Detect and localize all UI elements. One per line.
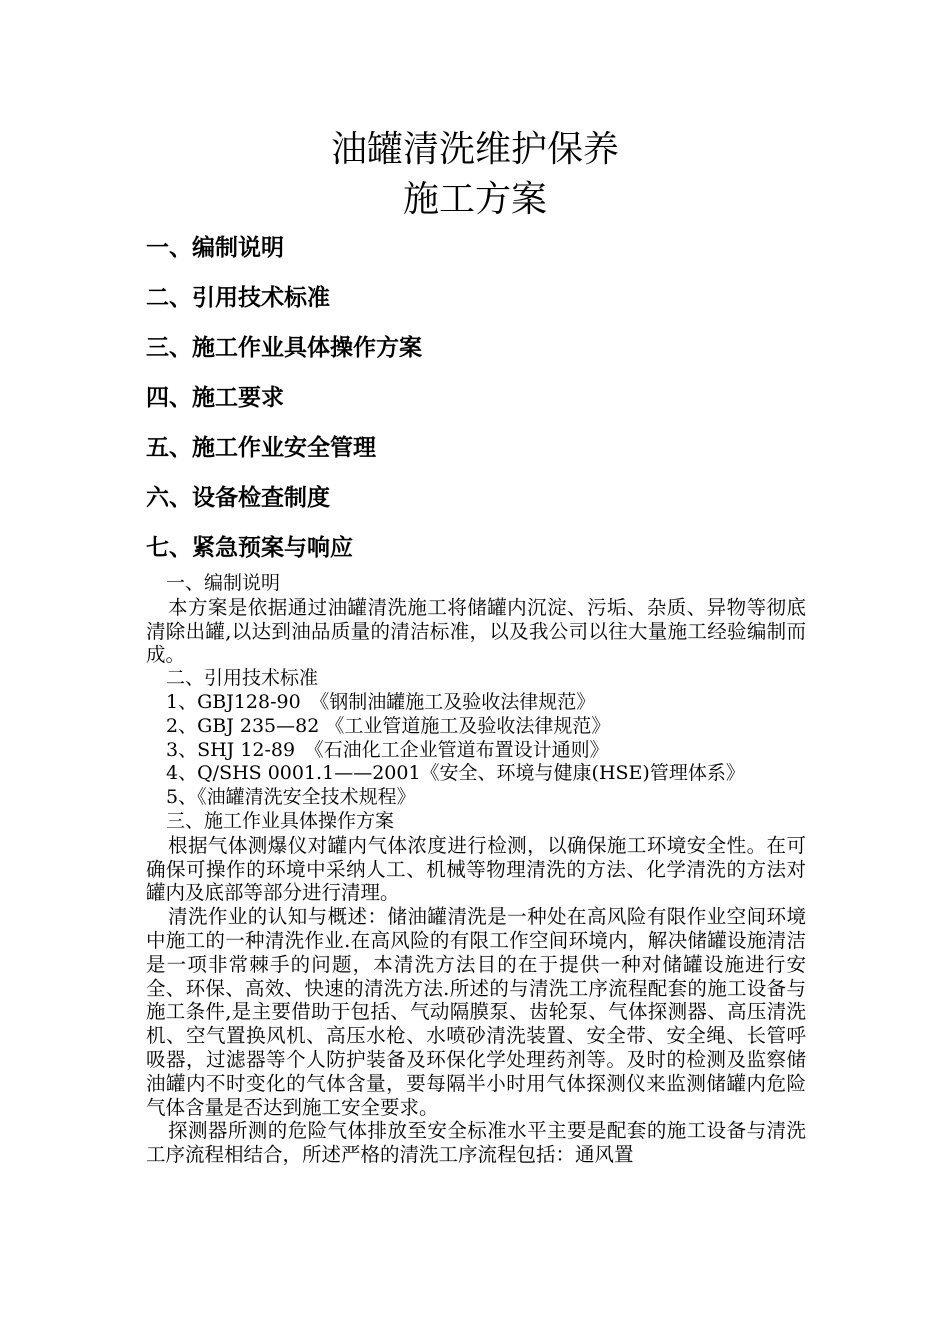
standard-item: 1、GBJ128-90 《钢制油罐施工及验收法律规范》 bbox=[166, 690, 596, 713]
toc-item-1: 一、编制说明 bbox=[146, 235, 284, 261]
section-heading: 三、施工作业具体操作方案 bbox=[166, 809, 395, 832]
section-heading: 二、引用技术标准 bbox=[166, 667, 319, 690]
section-heading: 一、编制说明 bbox=[166, 572, 281, 594]
document-body bbox=[146, 572, 806, 1167]
paragraph: 探测器所测的危险气体排放至安全标准水平主要是配套的施工设备与清洗工序流程相结合，所述严格的清洗工序流程包括：通风置 bbox=[146, 1119, 806, 1167]
standard-item: 5、《油罐清洗安全技术规程》 bbox=[166, 786, 416, 809]
toc-item-2: 二、引用技术标准 bbox=[146, 285, 330, 311]
standard-item: 2、GBJ 235—82 《工业管道施工及验收法律规范》 bbox=[166, 714, 611, 737]
standard-item: 4、Q/SHS 0001.1——2001《安全、环境与健康(HSE)管理体系》 bbox=[166, 762, 745, 785]
toc-item-7: 七、紧急预案与响应 bbox=[146, 535, 353, 561]
toc-item-3: 三、施工作业具体操作方案 bbox=[146, 335, 422, 361]
paragraph: 根据气体测爆仪对罐内气体浓度进行检测，以确保施工环境安全性。在可确保可操作的环境中采纳人工、机械等物理清洗的方法、化学清洗的方法对罐内及底部等部分进行清理。 bbox=[146, 833, 806, 905]
toc-item-4: 四、施工要求 bbox=[146, 385, 284, 411]
toc-item-5: 五、施工作业安全管理 bbox=[146, 435, 376, 461]
toc-item-6: 六、设备检查制度 bbox=[146, 485, 330, 511]
document-title-line2: 施工方案 bbox=[402, 179, 547, 220]
paragraph: 本方案是依据通过油罐清洗施工将储罐内沉淀、污垢、杂质、异物等彻底清除出罐,以达到油品质量的清洁标准，以及我公司以往大量施工经验编制而成。 bbox=[146, 595, 806, 667]
paragraph: 清洗作业的认知与概述：储油罐清洗是一种处在高风险有限作业空间环境中施工的一种清洗作业.在高风险的有限工作空间环境内，解决储罐设施清洁是一项非常棘手的问题，本清洗方法目的在于提供一种对储罐设施进行安全、环保、高效、快速的清洗方法.所述的与清洗工序流程配套的施工设备与施工条件,是主要借助于包括、气动隔膜泵、齿轮泵、气体探测器、高压清洗机、空气置换风机、高压水枪、水喷砂清洗装置、安全带、安全绳、长管呼吸器，过滤器等个人防护装备及环保化学处理药剂等。及时的检测及监察储油罐内不时变化的气体含量，要每隔半小时用气体探测仪来监测储罐内危险气体含量是否达到施工安全要求。 bbox=[146, 905, 806, 1119]
document-title-line1: 油罐清洗维护保养 bbox=[330, 129, 619, 170]
standard-item: 3、SHJ 12-89 《石油化工企业管道布置设计通则》 bbox=[166, 738, 609, 761]
